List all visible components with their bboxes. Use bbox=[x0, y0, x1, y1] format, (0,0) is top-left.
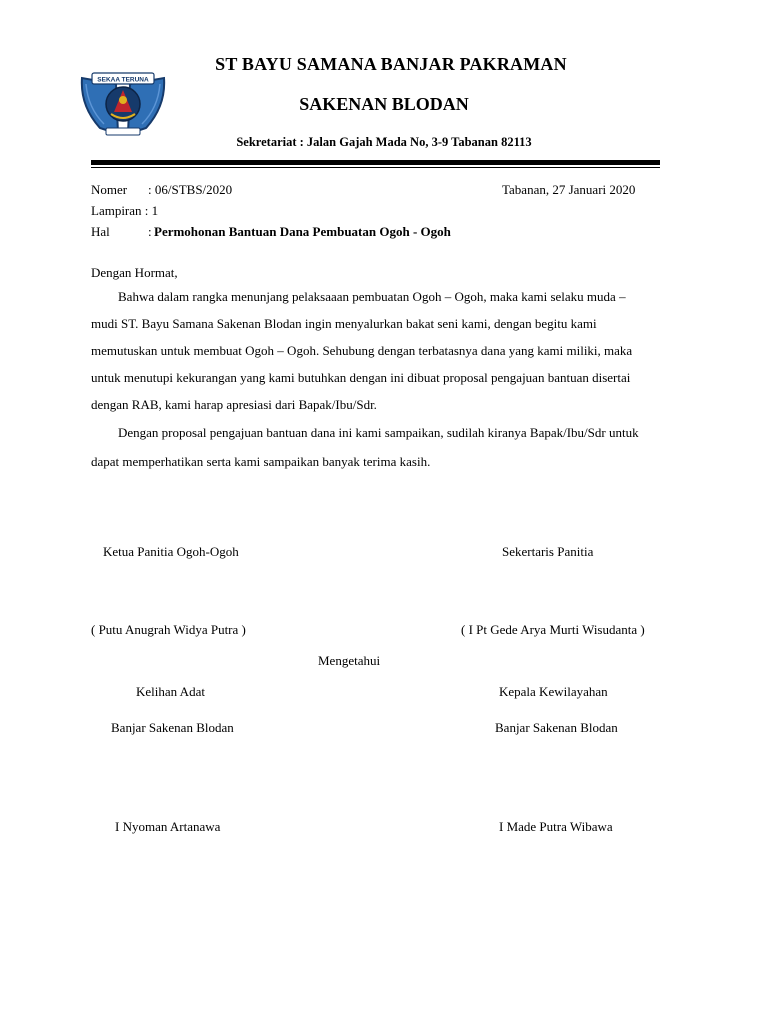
paragraph-2-line-2: dapat memperhatikan serta kami sampaikan banyak terima kasih. bbox=[91, 454, 431, 469]
kepala-banjar: Banjar Sakenan Blodan bbox=[495, 720, 618, 735]
kelihan-title: Kelihan Adat bbox=[136, 684, 205, 699]
kelihan-banjar: Banjar Sakenan Blodan bbox=[111, 720, 234, 735]
sekretaris-name: ( I Pt Gede Arya Murti Wisudanta ) bbox=[461, 622, 645, 637]
paragraph-1-line-1: Bahwa dalam rangka menunjang pelaksaaan pembuatan Ogoh – Ogoh, maka kami selaku muda – bbox=[118, 289, 626, 304]
paragraph-1-line-2: mudi ST. Bayu Samana Sakenan Blodan ingin menyalurkan bakat seni kami, dengan begitu kami bbox=[91, 316, 597, 331]
paragraph-2-line-1: Dengan proposal pengajuan bantuan dana ini kami sampaikan, sudilah kiranya Bapak/Ibu/Sdr untuk bbox=[118, 425, 639, 440]
paragraph-1-line-5: dengan RAB, kami harap apresiasi dari Bapak/Ibu/Sdr. bbox=[91, 397, 377, 412]
kepala-title: Kepala Kewilayahan bbox=[499, 684, 608, 699]
lampiran-line: Lampiran : 1 bbox=[91, 203, 159, 218]
paragraph-1-line-3: memutuskan untuk membuat Ogoh – Ogoh. Sehubung dengan terbatasnya dana yang kami miliki, maka bbox=[91, 343, 633, 358]
hal-colon: : bbox=[148, 224, 152, 239]
letterhead-rule-thin bbox=[91, 167, 660, 168]
sekretaris-title: Sekertaris Panitia bbox=[502, 544, 594, 559]
secretariat-address: Sekretariat : Jalan Gajah Mada No, 3-9 Tabanan 82113 bbox=[236, 135, 532, 149]
kepala-name: I Made Putra Wibawa bbox=[499, 819, 613, 834]
mengetahui-label: Mengetahui bbox=[318, 653, 381, 668]
paragraph-1-line-4: untuk menutupi kekurangan yang kami butuhkan dengan ini dibuat proposal pengajuan bantuan disertai bbox=[91, 370, 631, 385]
nomer-value: : 06/STBS/2020 bbox=[148, 182, 233, 197]
greeting: Dengan Hormat, bbox=[91, 265, 178, 280]
kelihan-name: I Nyoman Artanawa bbox=[115, 819, 221, 834]
ketua-name: ( Putu Anugrah Widya Putra ) bbox=[91, 622, 246, 637]
organization-location: SAKENAN BLODAN bbox=[299, 94, 469, 114]
hal-subject: Permohonan Bantuan Dana Pembuatan Ogoh - Ogoh bbox=[154, 224, 451, 239]
hal-label: Hal bbox=[91, 224, 110, 239]
ketua-title: Ketua Panitia Ogoh-Ogoh bbox=[103, 544, 239, 559]
letterhead-rule-thick bbox=[91, 160, 660, 165]
nomer-label: Nomer bbox=[91, 182, 128, 197]
logo-ribbon-text: SEKAA TERUNA bbox=[97, 76, 149, 84]
letter-date: Tabanan, 27 Januari 2020 bbox=[502, 182, 636, 197]
organization-name: ST BAYU SAMANA BANJAR PAKRAMAN bbox=[215, 54, 567, 74]
